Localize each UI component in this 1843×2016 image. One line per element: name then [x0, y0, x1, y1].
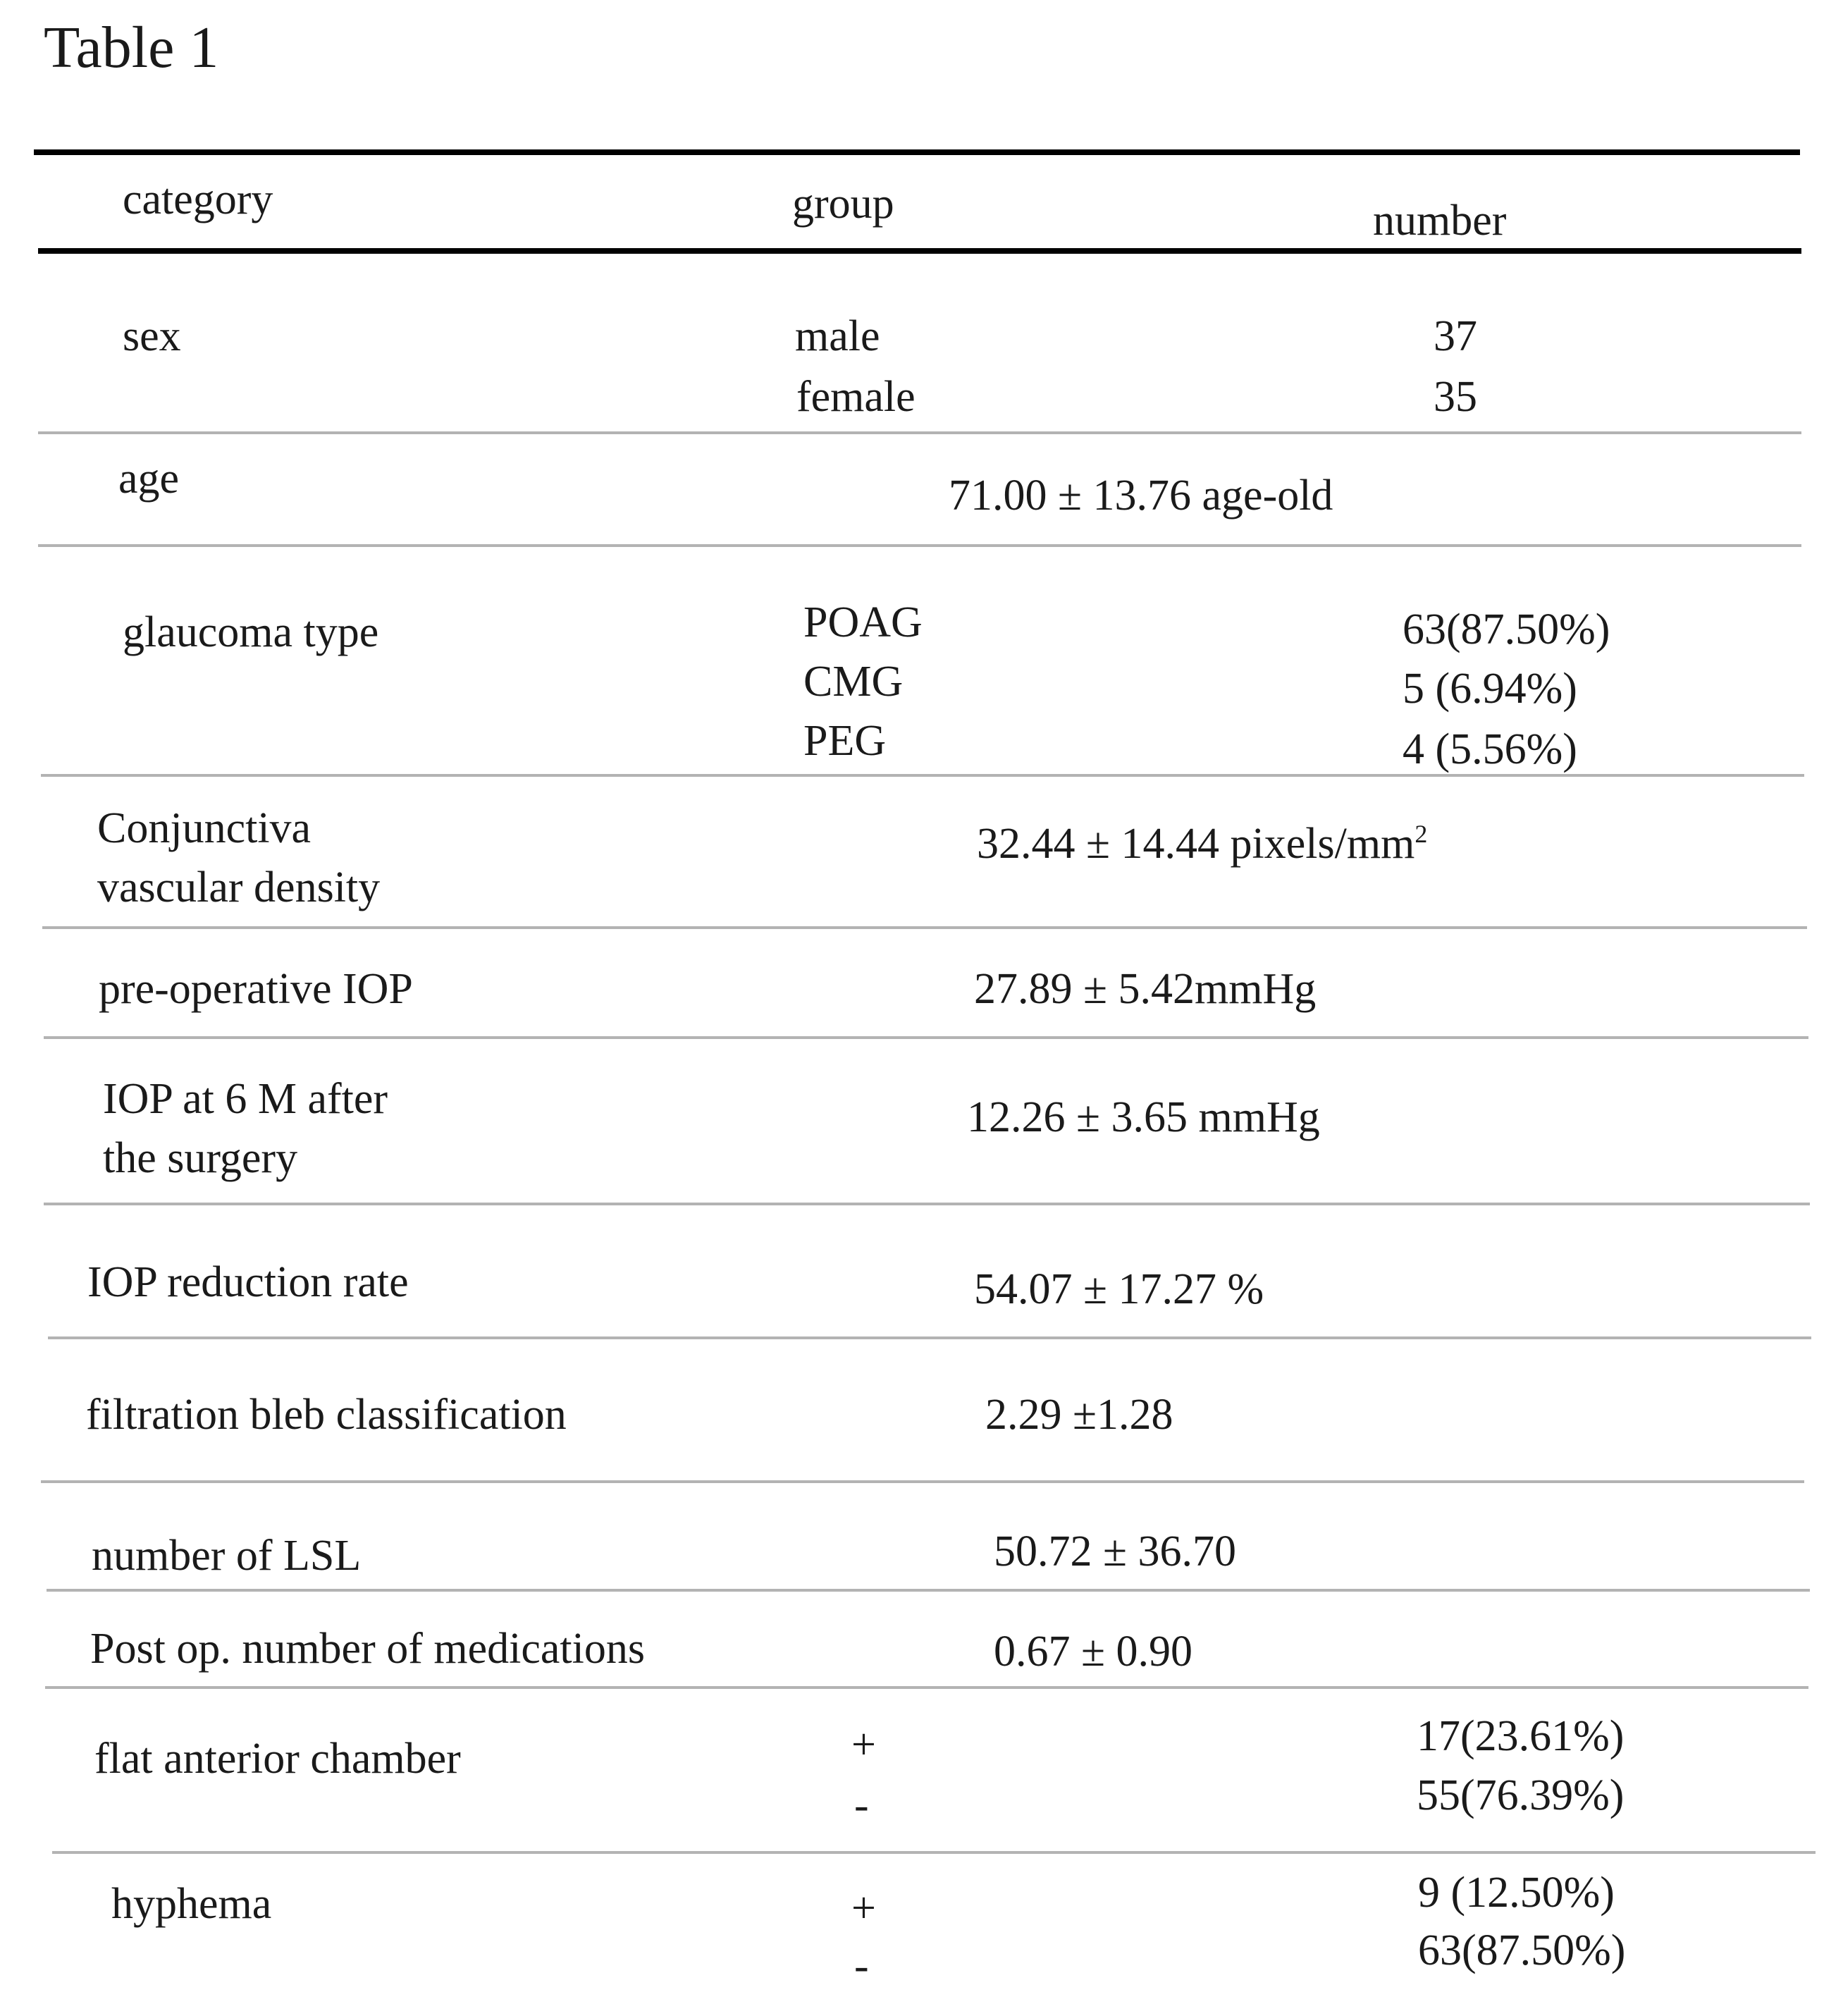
group-poag: POAG	[803, 598, 923, 646]
number-male: 37	[1434, 312, 1477, 360]
group-flat-plus: +	[851, 1721, 876, 1769]
category-conjunctiva-line1: Conjunctiva	[97, 804, 312, 852]
number-cmg: 5 (6.94%)	[1403, 665, 1577, 713]
group-cmg: CMG	[803, 658, 904, 706]
value-iop-6m: 12.26 ± 3.65 mmHg	[967, 1093, 1320, 1141]
header-bottom-rule	[38, 248, 1801, 254]
group-female: female	[796, 373, 916, 421]
table-title: Table 1	[44, 15, 219, 80]
category-iop-6m-line2: the surgery	[103, 1134, 298, 1182]
header-category: category	[123, 176, 273, 223]
number-flat-plus: 17(23.61%)	[1417, 1712, 1625, 1760]
top-rule	[34, 149, 1800, 155]
category-iop-reduction: IOP reduction rate	[87, 1258, 409, 1306]
number-female: 35	[1434, 373, 1477, 421]
group-hyphema-plus: +	[851, 1884, 876, 1932]
category-iop-6m-line1: IOP at 6 M after	[103, 1075, 388, 1123]
category-lsl: number of LSL	[92, 1532, 362, 1580]
value-pre-iop: 27.89 ± 5.42mmHg	[974, 965, 1317, 1013]
value-iop-reduction: 54.07 ± 17.27 %	[974, 1265, 1264, 1313]
row-divider	[42, 926, 1807, 929]
category-glaucoma-type: glaucoma type	[123, 608, 379, 656]
row-divider	[38, 431, 1801, 434]
row-divider	[47, 1589, 1810, 1592]
row-divider	[44, 1036, 1808, 1039]
row-divider	[41, 774, 1804, 777]
category-sex: sex	[123, 312, 181, 360]
value-conjunctiva	[977, 818, 1427, 870]
category-medications: Post op. number of medications	[90, 1625, 645, 1673]
header-group: group	[792, 180, 894, 228]
category-hyphema: hyphema	[111, 1880, 272, 1928]
number-poag: 63(87.50%)	[1403, 606, 1610, 653]
group-peg: PEG	[803, 717, 887, 765]
category-age: age	[118, 455, 180, 503]
group-hyphema-minus: -	[854, 1942, 869, 1990]
value-age: 71.00 ± 13.76 age-old	[949, 472, 1333, 520]
value-medications: 0.67 ± 0.90	[994, 1628, 1193, 1676]
category-flat-chamber: flat anterior chamber	[94, 1735, 461, 1783]
row-divider	[45, 1686, 1808, 1689]
row-divider	[44, 1203, 1810, 1205]
number-peg: 4 (5.56%)	[1403, 725, 1577, 773]
value-conjunctiva-sup: 2	[1414, 820, 1428, 848]
value-lsl: 50.72 ± 36.70	[994, 1528, 1237, 1575]
value-conjunctiva-text: 32.44 ± 14.44 pixels/mm	[977, 820, 1415, 868]
row-divider	[52, 1851, 1816, 1854]
row-divider	[48, 1336, 1811, 1339]
category-conjunctiva-line2: vascular density	[97, 863, 381, 911]
number-hyphema-minus: 63(87.50%)	[1418, 1926, 1626, 1974]
category-pre-iop: pre-operative IOP	[99, 965, 413, 1013]
row-divider	[41, 1480, 1804, 1483]
number-hyphema-plus: 9 (12.50%)	[1418, 1869, 1615, 1917]
value-bleb: 2.29 ±1.28	[985, 1391, 1173, 1439]
row-divider	[38, 544, 1801, 547]
group-flat-minus: -	[854, 1781, 869, 1829]
number-flat-minus: 55(76.39%)	[1417, 1771, 1625, 1819]
category-bleb: filtration bleb classification	[86, 1391, 567, 1439]
group-male: male	[795, 312, 880, 360]
header-number: number	[1373, 197, 1507, 245]
